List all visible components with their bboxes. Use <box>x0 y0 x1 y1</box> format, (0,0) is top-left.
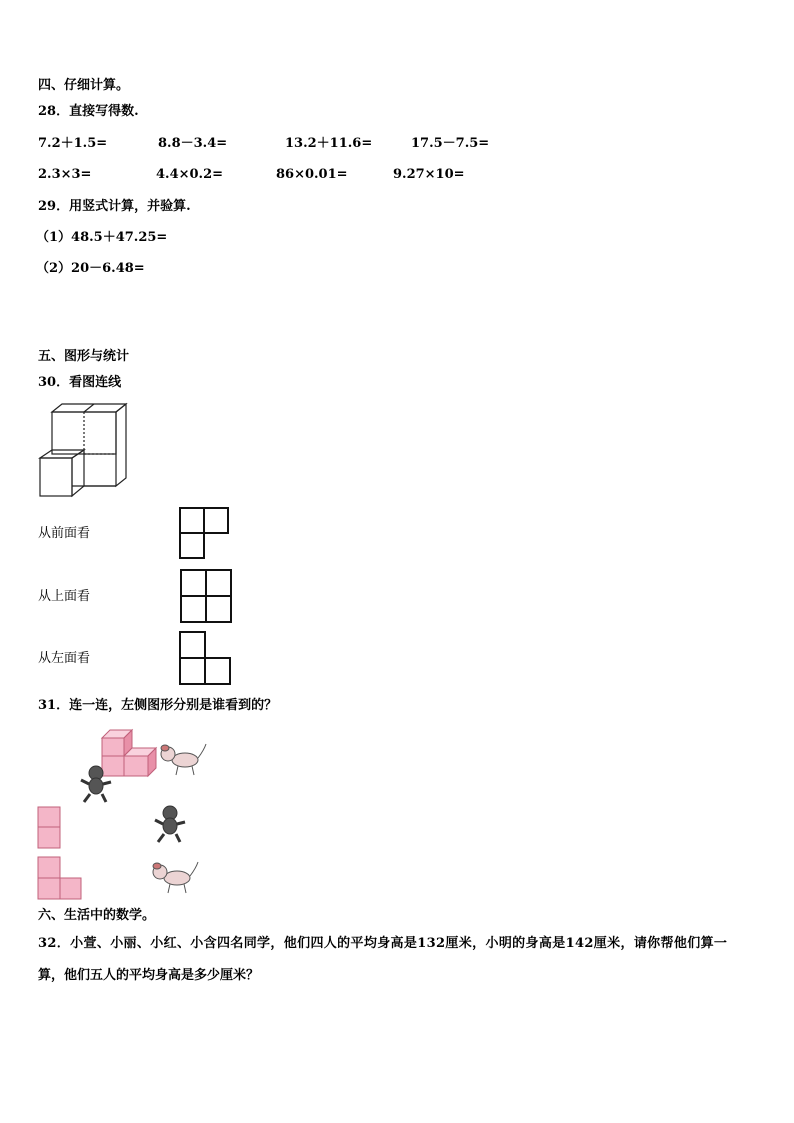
view-left-label: 从左面看 <box>38 651 91 666</box>
view-front-label: 从前面看 <box>38 526 91 541</box>
pink-view-l-shape <box>37 856 83 902</box>
monkey-icon <box>152 804 188 844</box>
top-view-shape <box>180 569 232 623</box>
q32-text-line2: 算，他们五人的平均身高是多少厘米？ <box>38 968 260 983</box>
q28-item: 13.2＋11.6= <box>285 136 373 151</box>
q28-item: 2.3×3= <box>38 167 92 182</box>
q28-item: 17.5－7.5= <box>411 136 490 151</box>
q28-item: 4.4×0.2= <box>156 167 224 182</box>
view-top-label: 从上面看 <box>38 589 91 604</box>
q29-title: 29．用竖式计算，并验算. <box>38 199 191 214</box>
dog-icon <box>150 858 200 896</box>
q28-item: 86×0.01= <box>276 167 348 182</box>
q28-item: 8.8－3.4= <box>158 136 228 151</box>
dog-icon <box>158 740 208 778</box>
q29-item: （1）48.5＋47.25= <box>36 230 168 245</box>
q28-item: 7.2＋1.5= <box>38 136 108 151</box>
section-4-heading: 四、仔细计算。 <box>38 78 130 93</box>
q28-item: 9.27×10= <box>393 167 465 182</box>
left-view-shape <box>179 631 231 685</box>
q30-title: 30．看图连线 <box>38 375 122 390</box>
monkey-icon <box>78 764 114 804</box>
section-6-heading: 六、生活中的数学。 <box>38 908 156 923</box>
q28-title: 28．直接写得数. <box>38 104 139 119</box>
section-5-heading: 五、图形与统计 <box>38 349 130 364</box>
q32-text-line1: 32．小萱、小丽、小红、小含四名同学，他们四人的平均身高是132厘米，小明的身高是142厘米，请你帮他们算一 <box>38 936 728 951</box>
q31-title: 31．连一连，左侧图形分别是谁看到的？ <box>38 698 278 713</box>
q29-item: （2）20－6.48= <box>36 261 145 276</box>
pink-view-vertical <box>37 806 63 850</box>
cube-stack-sketch <box>38 402 132 498</box>
front-view-shape <box>179 507 229 559</box>
